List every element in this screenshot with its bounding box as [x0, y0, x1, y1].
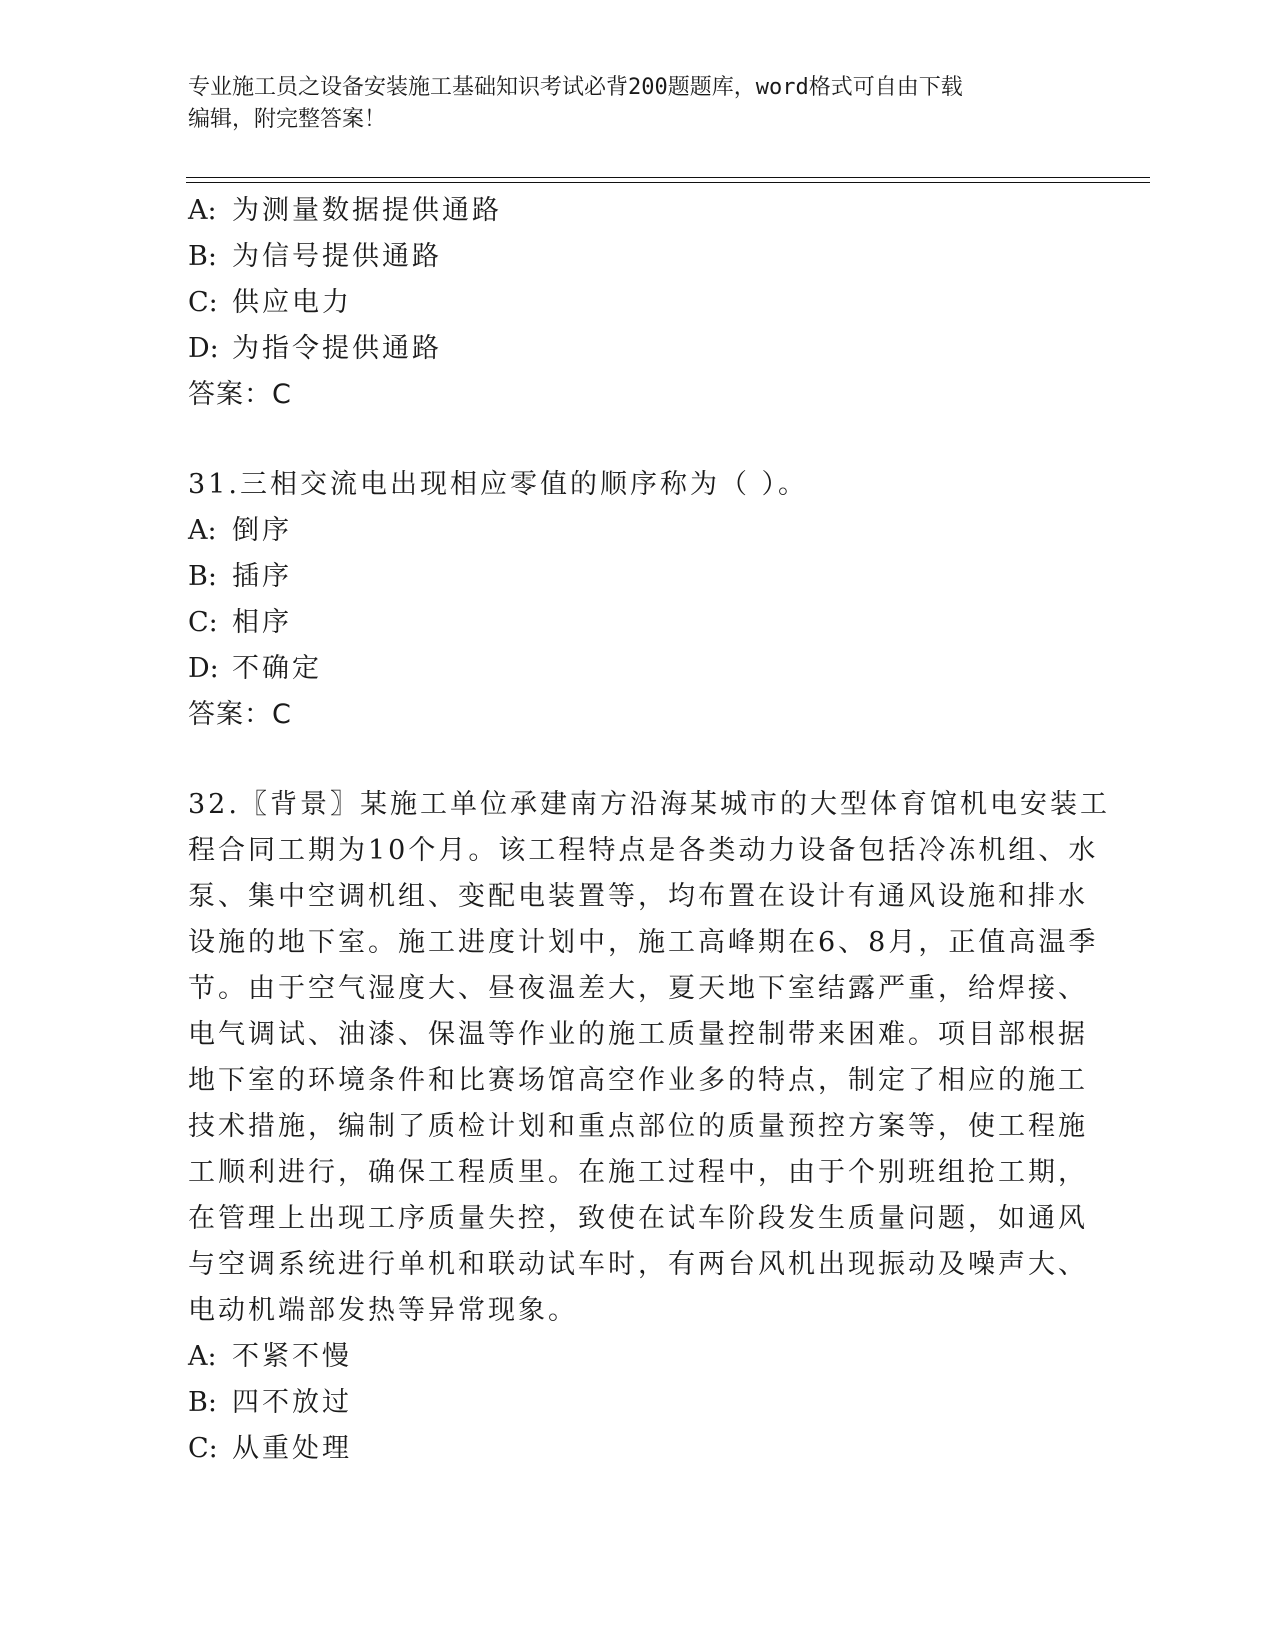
stem-line: 泵、集中空调机组、变配电装置等，均布置在设计有通风设施和排水	[188, 881, 1088, 912]
option-b	[188, 234, 1088, 280]
stem-line: 电气调试、油漆、保温等作业的施工质量控制带来困难。项目部根据	[188, 1019, 1088, 1050]
option-text: 四不放过	[232, 1387, 352, 1418]
option-key: B:	[188, 241, 217, 272]
option-key: D:	[188, 653, 219, 684]
option-text: 不紧不慢	[232, 1341, 352, 1372]
option-text: 为测量数据提供通路	[232, 195, 502, 226]
stem-line: 节。由于空气湿度大、昼夜温差大，夏天地下室结露严重，给焊接、	[188, 973, 1088, 1004]
stem-line: 在管理上出现工序质量失控，致使在试车阶段发生质量问题，如通风	[188, 1203, 1088, 1234]
option-a	[188, 1334, 1088, 1380]
option-d	[188, 646, 1088, 692]
option-key: A:	[188, 195, 217, 226]
stem-line: 设施的地下室。施工进度计划中，施工高峰期在6、8月，正值高温季	[188, 927, 1099, 958]
question-stem	[188, 782, 1110, 1334]
stem-line: 与空调系统进行单机和联动试车时，有两台风机出现振动及噪声大、	[188, 1249, 1088, 1280]
option-text: 为指令提供通路	[232, 333, 442, 364]
option-c	[188, 1426, 1088, 1472]
option-key: A:	[188, 515, 217, 546]
question-31	[188, 462, 1088, 738]
option-key: C:	[188, 287, 218, 318]
option-text: 插序	[232, 561, 292, 592]
option-key: B:	[188, 561, 217, 592]
stem-line: 工顺利进行，确保工程质里。在施工过程中，由于个别班组抢工期，	[188, 1157, 1088, 1188]
header-line-2: 编辑，附完整答案！	[188, 107, 387, 132]
stem-line: 地下室的环境条件和比赛场馆高空作业多的特点，制定了相应的施工	[188, 1065, 1088, 1096]
stem-line: 32.〖背景〗某施工单位承建南方沿海某城市的大型体育馆机电安装工	[188, 789, 1110, 820]
question-stem: 31.三相交流电出现相应零值的顺序称为（ ）。	[188, 469, 809, 500]
option-text: 相序	[232, 607, 292, 638]
spacer	[188, 418, 1088, 462]
option-key: A:	[188, 1341, 217, 1372]
question-32	[188, 782, 1110, 1472]
option-a	[188, 508, 1088, 554]
header-line-1: 专业施工员之设备安装施工基础知识考试必背200题题库，word格式可自由下载	[188, 75, 963, 100]
option-text: 倒序	[232, 515, 292, 546]
document-header	[188, 72, 1068, 136]
option-b	[188, 554, 1088, 600]
option-text: 不确定	[232, 653, 322, 684]
option-text: 供应电力	[232, 287, 352, 318]
answer-line: 答案：C	[188, 379, 292, 410]
spacer	[188, 738, 1088, 782]
header-divider-bottom	[186, 182, 1150, 183]
option-a	[188, 188, 1088, 234]
option-d	[188, 326, 1088, 372]
stem-line: 技术措施，编制了质检计划和重点部位的质量预控方案等，使工程施	[188, 1111, 1088, 1142]
question-content	[188, 188, 1110, 1472]
option-text: 为信号提供通路	[232, 241, 442, 272]
option-c	[188, 600, 1088, 646]
option-c	[188, 280, 1088, 326]
option-b	[188, 1380, 1088, 1426]
question-30-options	[188, 188, 1088, 418]
stem-line: 程合同工期为10个月。该工程特点是各类动力设备包括冷冻机组、水	[188, 835, 1099, 866]
option-text: 从重处理	[232, 1433, 352, 1464]
option-key: D:	[188, 333, 219, 364]
option-key: C:	[188, 607, 218, 638]
option-key: C:	[188, 1433, 218, 1464]
answer-line: 答案：C	[188, 699, 292, 730]
option-key: B:	[188, 1387, 217, 1418]
stem-line: 电动机端部发热等异常现象。	[188, 1295, 578, 1326]
header-divider-top	[186, 177, 1150, 178]
